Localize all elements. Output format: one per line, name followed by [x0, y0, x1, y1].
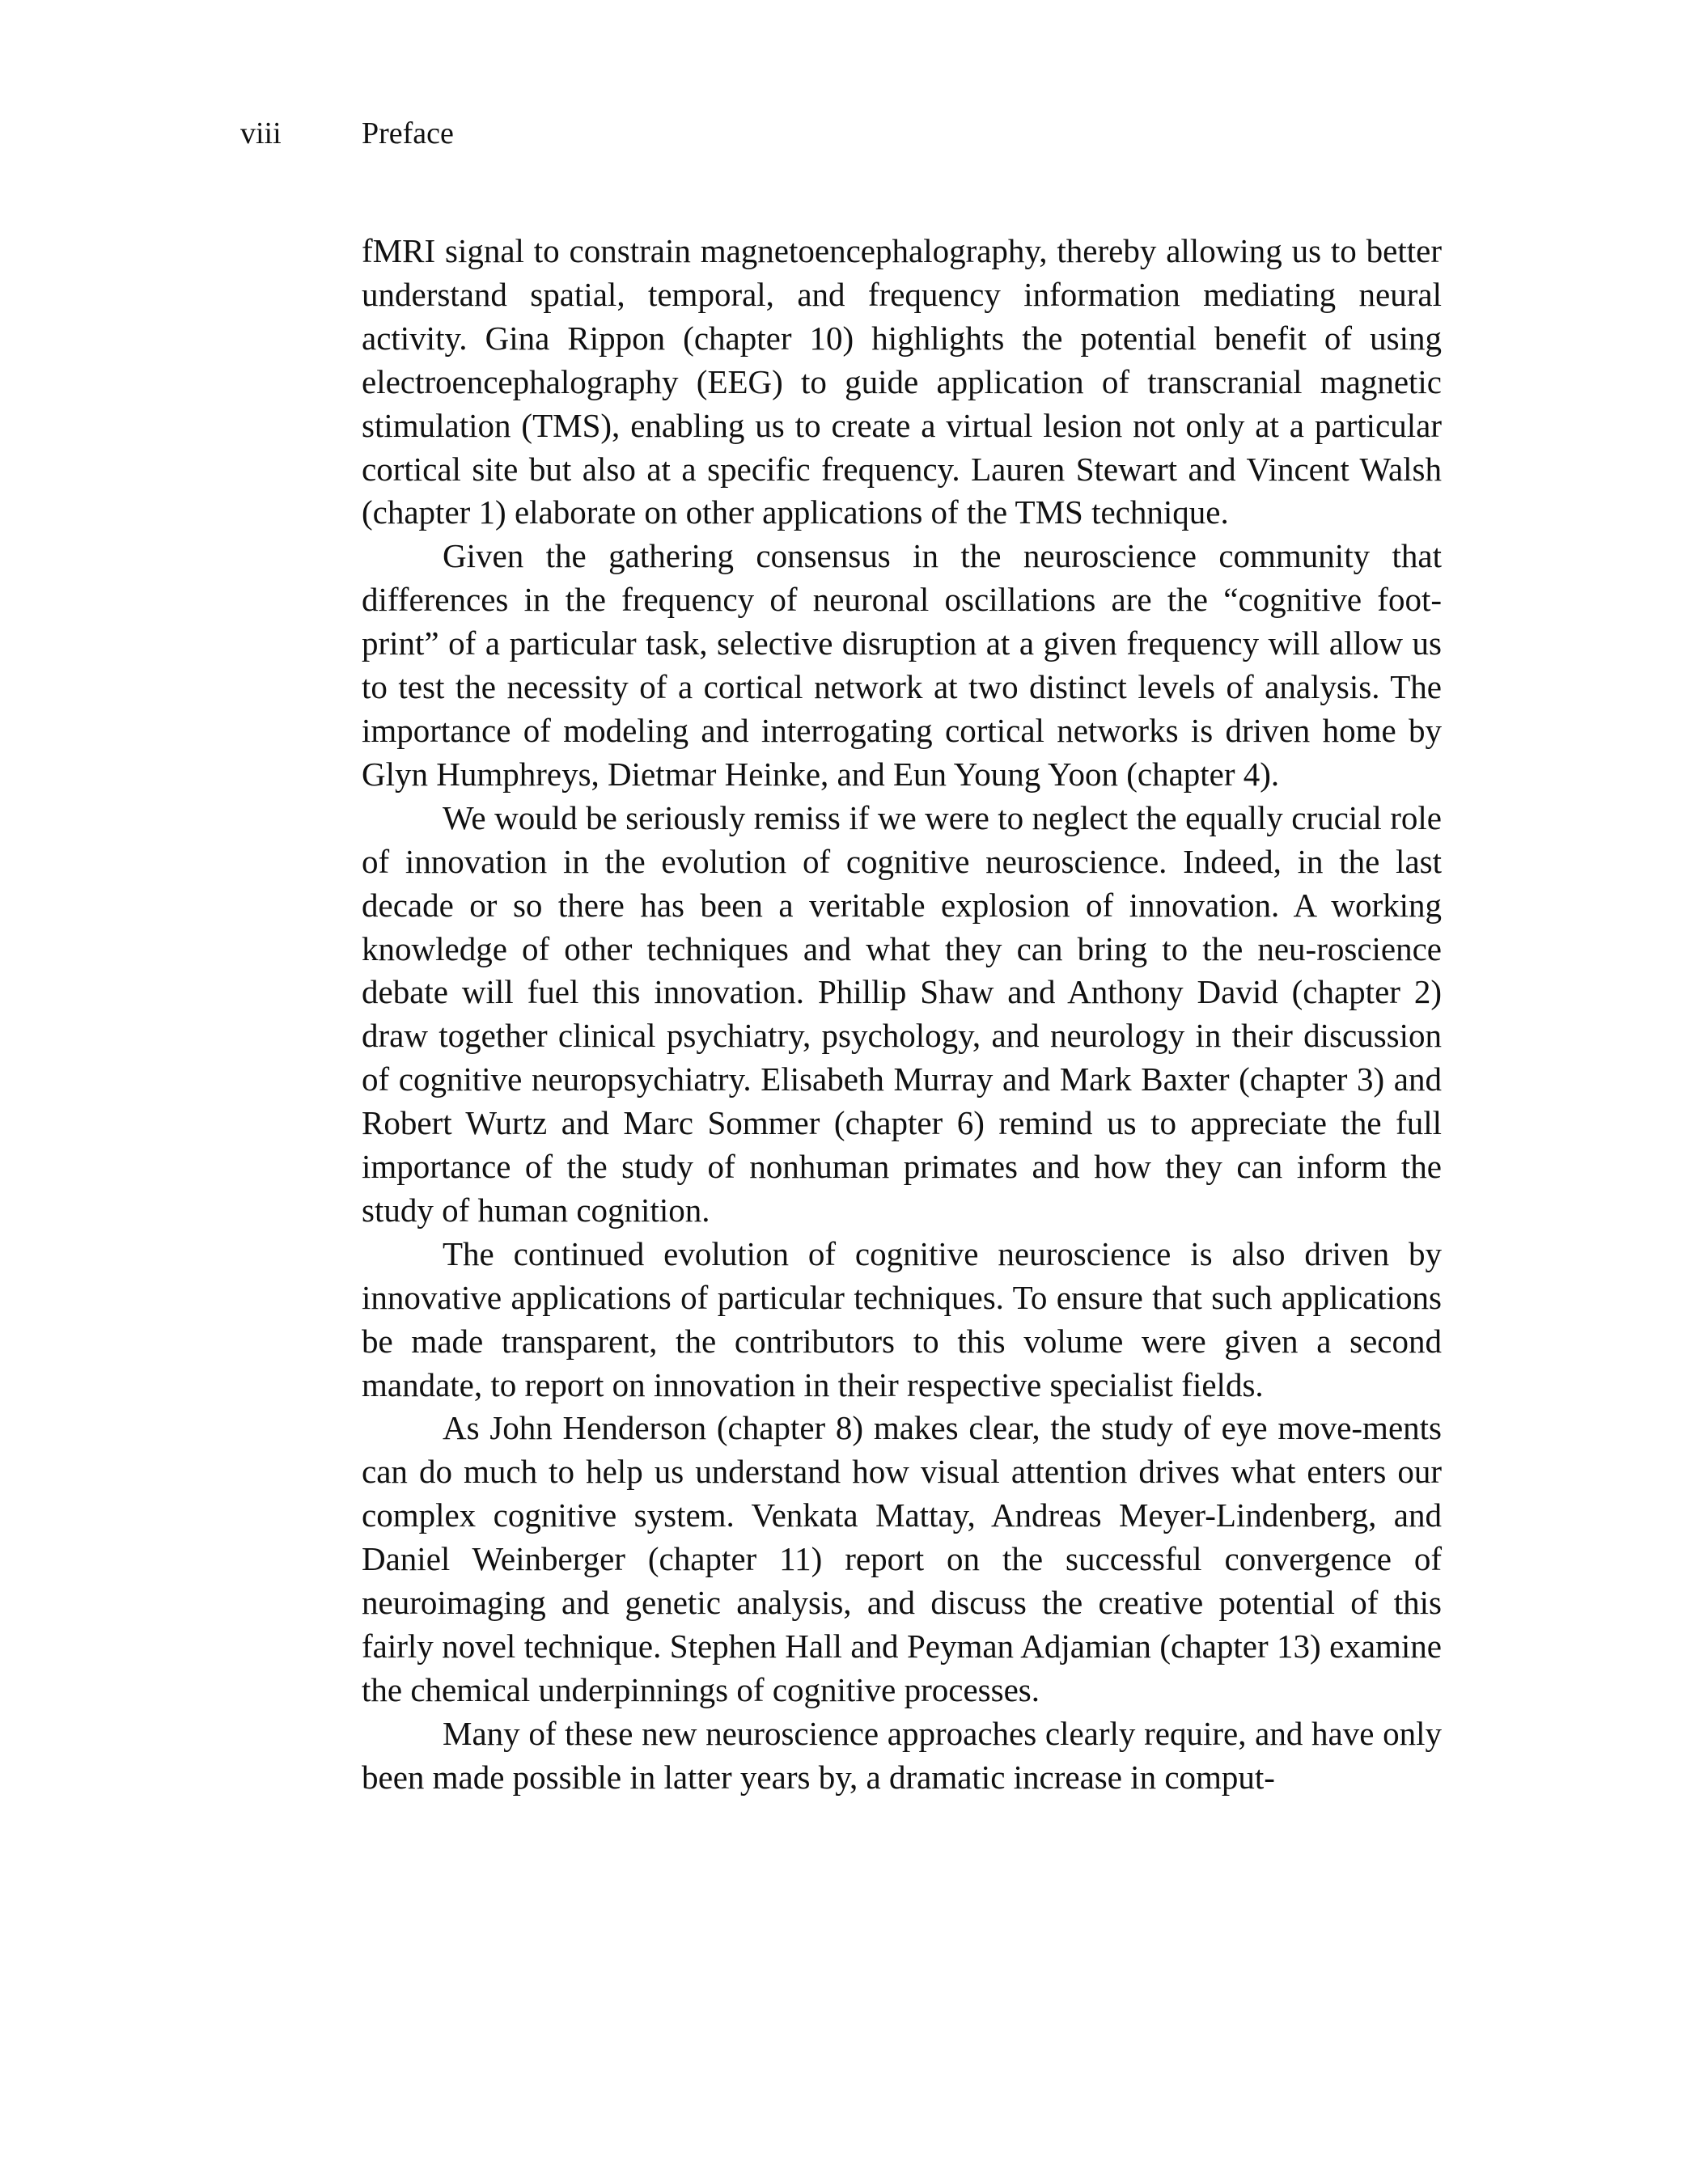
body-text [362, 230, 1442, 1800]
running-head [240, 112, 454, 155]
paragraph-1: fMRI signal to constrain magnetoencephalography, thereby allowing us to better understand spatial, temporal, and frequency information mediating neural activity. Gina Rippon (chapter 10) highlights the potential benefit of using electroencephalography (EEG) to guide application of transcranial magnetic stimulation (TMS), enabling us to create a virtual lesion not only at a particular cortical site but also at a specific frequency. Lauren Stewart and Vincent Walsh (chapter 1) elaborate on other applications of the TMS technique. [362, 232, 1442, 531]
page-number: viii [240, 116, 282, 150]
paragraph-4: The continued evolution of cognitive neuroscience is also driven by innovative applications of particular techniques. To ensure that such applications be made transparent, the contributors to this volume were given a second mandate, to report on innovation in their respective specialist fields. [362, 1234, 1442, 1403]
running-title: Preface [362, 116, 454, 150]
paragraph-6: Many of these new neuroscience approaches clearly require, and have only been made possible in latter years by, a dramatic increase in comput- [362, 1714, 1442, 1796]
paragraph-3: We would be seriously remiss if we were to neglect the equally crucial role of innovation in the evolution of cognitive neuroscience. Indeed, in the last decade or so there has been a veritable explosion of innovation. A working knowledge of other techniques and what they can bring to the neu-roscience debate will fuel this innovation. Phillip Shaw and Anthony David (chapter 2) draw together clinical psychiatry, psychology, and neurology in their discussion of cognitive neuropsychiatry. Elisabeth Murray and Mark Baxter (chapter 3) and Robert Wurtz and Marc Sommer (chapter 6) remind us to appreciate the full importance of the study of nonhuman primates and how they can inform the study of human cognition. [362, 798, 1442, 1229]
paragraph-2: Given the gathering consensus in the neuroscience community that differences in the frequency of neuronal oscillations are the “cognitive foot-print” of a particular task, selective disruption at a given frequency will allow us to test the necessity of a cortical network at two distinct levels of analysis. The importance of modeling and interrogating cortical networks is driven home by Glyn Humphreys, Dietmar Heinke, and Eun Young Yoon (chapter 4). [362, 537, 1442, 793]
paragraph-5: As John Henderson (chapter 8) makes clear, the study of eye move-ments can do much to help us understand how visual attention drives what enters our complex cognitive system. Venkata Mattay, Andreas Meyer-Lindenberg, and Daniel Weinberger (chapter 11) report on the successful convergence of neuroimaging and genetic analysis, and discuss the creative potential of this fairly novel technique. Stephen Hall and Peyman Adjamian (chapter 13) examine the chemical underpinnings of cognitive processes. [362, 1409, 1442, 1708]
